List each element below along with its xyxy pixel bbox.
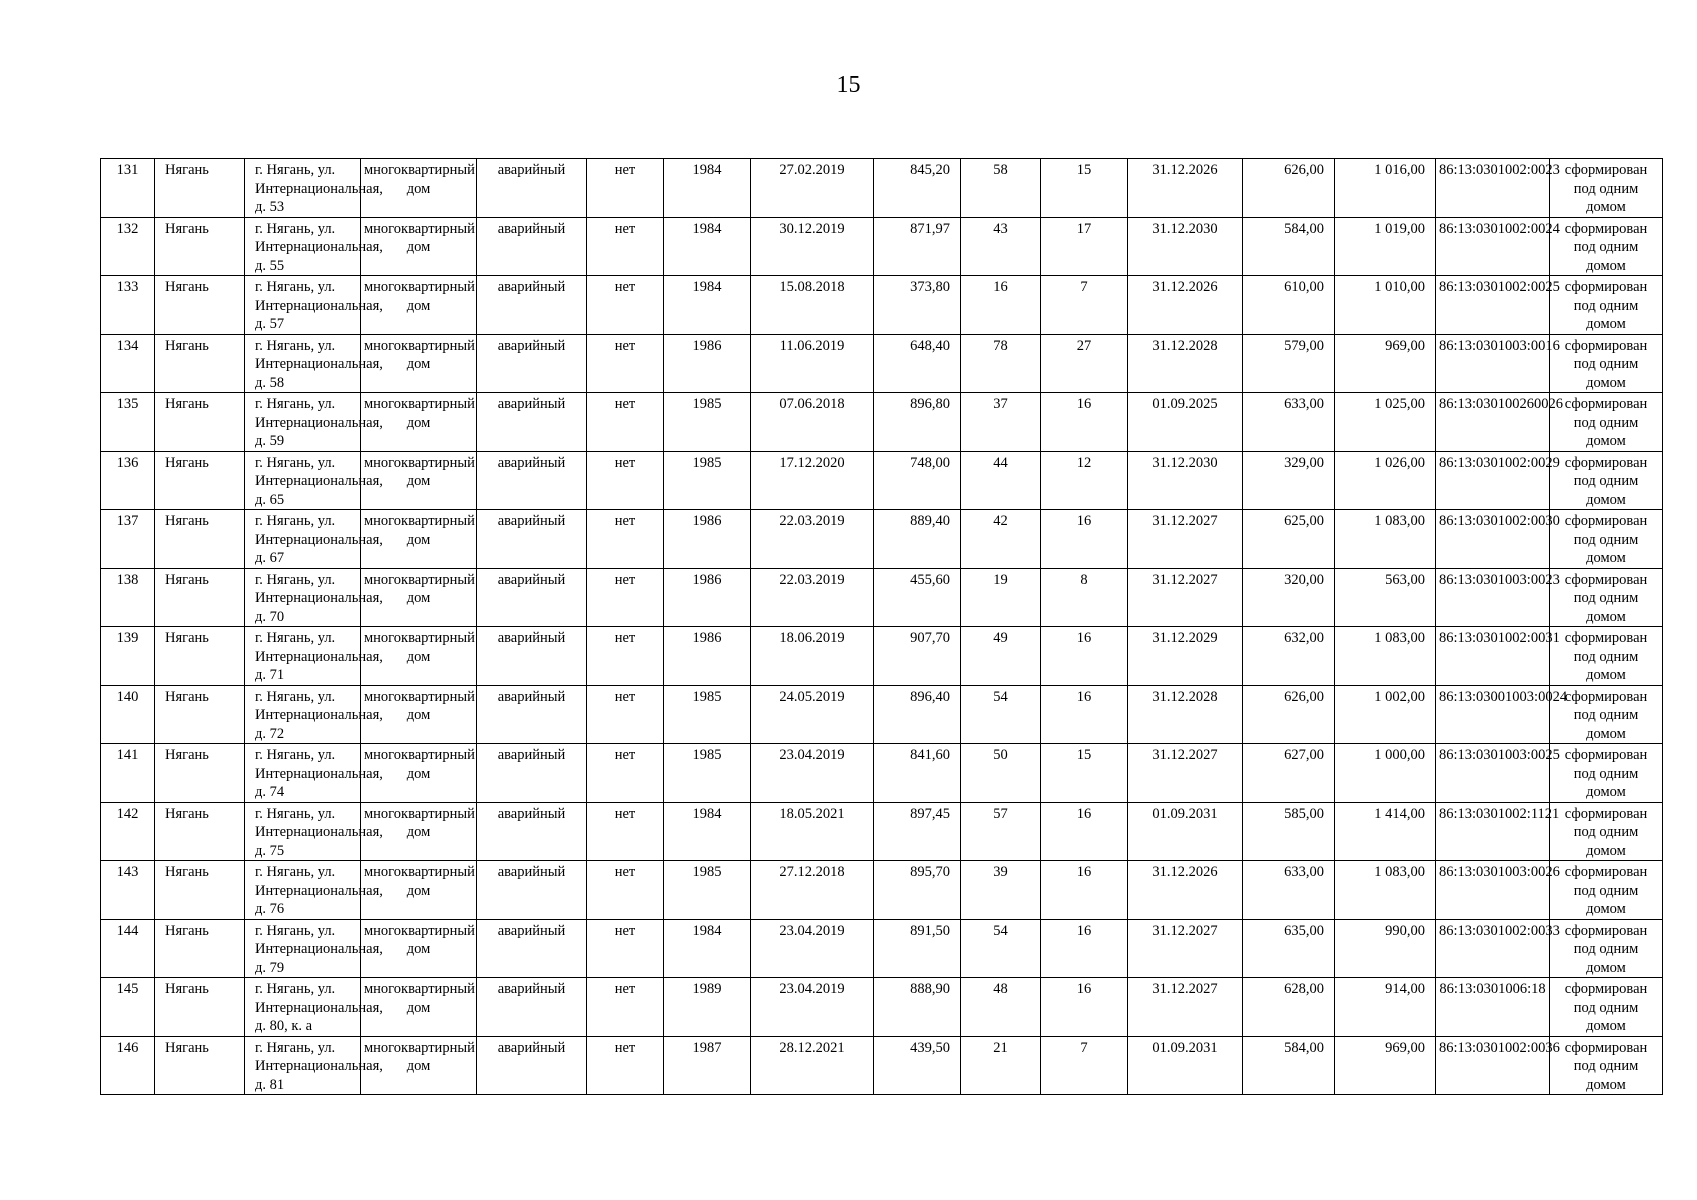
recognition-date-cell: 11.06.2019 bbox=[751, 334, 874, 393]
recognition-date-cell: 18.05.2021 bbox=[751, 802, 874, 861]
relocation-deadline-cell: 31.12.2027 bbox=[1128, 919, 1243, 978]
relocation-deadline-cell: 31.12.2027 bbox=[1128, 744, 1243, 803]
floor-area-cell: 439,50 bbox=[874, 1036, 961, 1095]
apartments-count-cell: 16 bbox=[1041, 802, 1128, 861]
recognition-date-cell: 17.12.2020 bbox=[751, 451, 874, 510]
object-type-cell: многоквартирный дом bbox=[361, 744, 477, 803]
relocation-deadline-cell: 31.12.2026 bbox=[1128, 861, 1243, 920]
land-area-cell: 579,00 bbox=[1243, 334, 1335, 393]
cadastral-number-cell: 86:13:0301002:0031 bbox=[1436, 627, 1550, 686]
planned-area-cell: 969,00 bbox=[1335, 1036, 1436, 1095]
planned-area-cell: 1 010,00 bbox=[1335, 276, 1436, 335]
municipality-cell: Нягань bbox=[155, 334, 245, 393]
year-built-cell: 1986 bbox=[664, 568, 751, 627]
object-type-cell: многоквартирный дом bbox=[361, 159, 477, 218]
object-type-cell: многоквартирный дом bbox=[361, 1036, 477, 1095]
municipality-cell: Нягань bbox=[155, 159, 245, 218]
relocation-deadline-cell: 31.12.2028 bbox=[1128, 334, 1243, 393]
land-status-cell: сформирован под одним домом bbox=[1550, 861, 1663, 920]
planned-area-cell: 914,00 bbox=[1335, 978, 1436, 1037]
land-area-cell: 584,00 bbox=[1243, 217, 1335, 276]
land-area-cell: 628,00 bbox=[1243, 978, 1335, 1037]
residents-count-cell: 43 bbox=[961, 217, 1041, 276]
floor-area-cell: 845,20 bbox=[874, 159, 961, 218]
floor-area-cell: 373,80 bbox=[874, 276, 961, 335]
land-area-cell: 626,00 bbox=[1243, 685, 1335, 744]
municipality-cell: Нягань bbox=[155, 802, 245, 861]
table-row bbox=[101, 919, 1663, 978]
residents-count-cell: 44 bbox=[961, 451, 1041, 510]
housing-registry-table bbox=[100, 158, 1663, 1095]
municipality-cell: Нягань bbox=[155, 744, 245, 803]
row-number-cell: 131 bbox=[101, 159, 155, 218]
residents-count-cell: 54 bbox=[961, 919, 1041, 978]
row-number-cell: 138 bbox=[101, 568, 155, 627]
condition-cell: аварийный bbox=[477, 1036, 587, 1095]
year-built-cell: 1984 bbox=[664, 919, 751, 978]
occupancy-cell: нет bbox=[587, 802, 664, 861]
object-type-cell: многоквартирный дом bbox=[361, 919, 477, 978]
floor-area-cell: 889,40 bbox=[874, 510, 961, 569]
cadastral-number-cell: 86:13:0301002:0033 bbox=[1436, 919, 1550, 978]
object-type-cell: многоквартирный дом bbox=[361, 276, 477, 335]
table-row bbox=[101, 510, 1663, 569]
table-row bbox=[101, 276, 1663, 335]
apartments-count-cell: 17 bbox=[1041, 217, 1128, 276]
municipality-cell: Нягань bbox=[155, 627, 245, 686]
condition-cell: аварийный bbox=[477, 451, 587, 510]
address-cell: г. Нягань, ул. Интернациональная, д. 74 bbox=[245, 744, 361, 803]
table-row bbox=[101, 393, 1663, 452]
relocation-deadline-cell: 01.09.2031 bbox=[1128, 802, 1243, 861]
relocation-deadline-cell: 31.12.2027 bbox=[1128, 510, 1243, 569]
residents-count-cell: 78 bbox=[961, 334, 1041, 393]
object-type-cell: многоквартирный дом bbox=[361, 217, 477, 276]
land-area-cell: 635,00 bbox=[1243, 919, 1335, 978]
apartments-count-cell: 16 bbox=[1041, 393, 1128, 452]
table-row bbox=[101, 978, 1663, 1037]
table-row bbox=[101, 802, 1663, 861]
planned-area-cell: 563,00 bbox=[1335, 568, 1436, 627]
residents-count-cell: 21 bbox=[961, 1036, 1041, 1095]
land-status-cell: сформирован под одним домом bbox=[1550, 334, 1663, 393]
municipality-cell: Нягань bbox=[155, 861, 245, 920]
land-status-cell: сформирован под одним домом bbox=[1550, 802, 1663, 861]
row-number-cell: 146 bbox=[101, 1036, 155, 1095]
apartments-count-cell: 16 bbox=[1041, 685, 1128, 744]
year-built-cell: 1984 bbox=[664, 276, 751, 335]
land-status-cell: сформирован под одним домом bbox=[1550, 451, 1663, 510]
residents-count-cell: 50 bbox=[961, 744, 1041, 803]
occupancy-cell: нет bbox=[587, 510, 664, 569]
row-number-cell: 144 bbox=[101, 919, 155, 978]
floor-area-cell: 748,00 bbox=[874, 451, 961, 510]
apartments-count-cell: 16 bbox=[1041, 510, 1128, 569]
planned-area-cell: 1 083,00 bbox=[1335, 627, 1436, 686]
land-area-cell: 625,00 bbox=[1243, 510, 1335, 569]
apartments-count-cell: 16 bbox=[1041, 919, 1128, 978]
object-type-cell: многоквартирный дом bbox=[361, 510, 477, 569]
row-number-cell: 136 bbox=[101, 451, 155, 510]
apartments-count-cell: 15 bbox=[1041, 159, 1128, 218]
condition-cell: аварийный bbox=[477, 217, 587, 276]
floor-area-cell: 648,40 bbox=[874, 334, 961, 393]
table-row bbox=[101, 217, 1663, 276]
land-status-cell: сформирован под одним домом bbox=[1550, 568, 1663, 627]
floor-area-cell: 897,45 bbox=[874, 802, 961, 861]
condition-cell: аварийный bbox=[477, 978, 587, 1037]
land-status-cell: сформирован под одним домом bbox=[1550, 510, 1663, 569]
occupancy-cell: нет bbox=[587, 861, 664, 920]
land-status-cell: сформирован под одним домом bbox=[1550, 1036, 1663, 1095]
residents-count-cell: 42 bbox=[961, 510, 1041, 569]
land-area-cell: 633,00 bbox=[1243, 861, 1335, 920]
floor-area-cell: 907,70 bbox=[874, 627, 961, 686]
floor-area-cell: 891,50 bbox=[874, 919, 961, 978]
cadastral-number-cell: 86:13:0301006:18 bbox=[1436, 978, 1550, 1037]
land-status-cell: сформирован под одним домом bbox=[1550, 217, 1663, 276]
condition-cell: аварийный bbox=[477, 568, 587, 627]
cadastral-number-cell: 86:13:0301003:0016 bbox=[1436, 334, 1550, 393]
apartments-count-cell: 8 bbox=[1041, 568, 1128, 627]
row-number-cell: 134 bbox=[101, 334, 155, 393]
municipality-cell: Нягань bbox=[155, 510, 245, 569]
row-number-cell: 137 bbox=[101, 510, 155, 569]
land-status-cell: сформирован под одним домом bbox=[1550, 744, 1663, 803]
occupancy-cell: нет bbox=[587, 159, 664, 218]
address-cell: г. Нягань, ул. Интернациональная, д. 57 bbox=[245, 276, 361, 335]
year-built-cell: 1985 bbox=[664, 451, 751, 510]
relocation-deadline-cell: 01.09.2025 bbox=[1128, 393, 1243, 452]
floor-area-cell: 888,90 bbox=[874, 978, 961, 1037]
relocation-deadline-cell: 31.12.2030 bbox=[1128, 451, 1243, 510]
apartments-count-cell: 16 bbox=[1041, 861, 1128, 920]
land-status-cell: сформирован под одним домом bbox=[1550, 919, 1663, 978]
occupancy-cell: нет bbox=[587, 334, 664, 393]
recognition-date-cell: 22.03.2019 bbox=[751, 510, 874, 569]
recognition-date-cell: 28.12.2021 bbox=[751, 1036, 874, 1095]
recognition-date-cell: 15.08.2018 bbox=[751, 276, 874, 335]
year-built-cell: 1986 bbox=[664, 510, 751, 569]
land-status-cell: сформирован под одним домом bbox=[1550, 685, 1663, 744]
occupancy-cell: нет bbox=[587, 217, 664, 276]
condition-cell: аварийный bbox=[477, 334, 587, 393]
apartments-count-cell: 27 bbox=[1041, 334, 1128, 393]
address-cell: г. Нягань, ул. Интернациональная, д. 59 bbox=[245, 393, 361, 452]
row-number-cell: 135 bbox=[101, 393, 155, 452]
land-area-cell: 626,00 bbox=[1243, 159, 1335, 218]
object-type-cell: многоквартирный дом bbox=[361, 393, 477, 452]
address-cell: г. Нягань, ул. Интернациональная, д. 58 bbox=[245, 334, 361, 393]
land-area-cell: 632,00 bbox=[1243, 627, 1335, 686]
cadastral-number-cell: 86:13:0301003:0025 bbox=[1436, 744, 1550, 803]
table-row bbox=[101, 159, 1663, 218]
land-area-cell: 633,00 bbox=[1243, 393, 1335, 452]
year-built-cell: 1984 bbox=[664, 159, 751, 218]
object-type-cell: многоквартирный дом bbox=[361, 627, 477, 686]
planned-area-cell: 1 083,00 bbox=[1335, 861, 1436, 920]
cadastral-number-cell: 86:13:0301002:0036 bbox=[1436, 1036, 1550, 1095]
object-type-cell: многоквартирный дом bbox=[361, 334, 477, 393]
recognition-date-cell: 24.05.2019 bbox=[751, 685, 874, 744]
residents-count-cell: 57 bbox=[961, 802, 1041, 861]
year-built-cell: 1987 bbox=[664, 1036, 751, 1095]
floor-area-cell: 896,40 bbox=[874, 685, 961, 744]
apartments-count-cell: 15 bbox=[1041, 744, 1128, 803]
municipality-cell: Нягань bbox=[155, 393, 245, 452]
recognition-date-cell: 18.06.2019 bbox=[751, 627, 874, 686]
condition-cell: аварийный bbox=[477, 159, 587, 218]
relocation-deadline-cell: 31.12.2026 bbox=[1128, 159, 1243, 218]
table-row bbox=[101, 685, 1663, 744]
floor-area-cell: 895,70 bbox=[874, 861, 961, 920]
cadastral-number-cell: 86:13:0301002:0030 bbox=[1436, 510, 1550, 569]
planned-area-cell: 1 002,00 bbox=[1335, 685, 1436, 744]
cadastral-number-cell: 86:13:0301002:0023 bbox=[1436, 159, 1550, 218]
planned-area-cell: 1 083,00 bbox=[1335, 510, 1436, 569]
residents-count-cell: 48 bbox=[961, 978, 1041, 1037]
address-cell: г. Нягань, ул. Интернациональная, д. 65 bbox=[245, 451, 361, 510]
floor-area-cell: 896,80 bbox=[874, 393, 961, 452]
row-number-cell: 140 bbox=[101, 685, 155, 744]
condition-cell: аварийный bbox=[477, 802, 587, 861]
residents-count-cell: 37 bbox=[961, 393, 1041, 452]
floor-area-cell: 871,97 bbox=[874, 217, 961, 276]
table-row bbox=[101, 334, 1663, 393]
address-cell: г. Нягань, ул. Интернациональная, д. 53 bbox=[245, 159, 361, 218]
cadastral-number-cell: 86:13:0301002:0029 bbox=[1436, 451, 1550, 510]
condition-cell: аварийный bbox=[477, 276, 587, 335]
table-row bbox=[101, 744, 1663, 803]
planned-area-cell: 1 019,00 bbox=[1335, 217, 1436, 276]
land-area-cell: 585,00 bbox=[1243, 802, 1335, 861]
occupancy-cell: нет bbox=[587, 568, 664, 627]
year-built-cell: 1984 bbox=[664, 802, 751, 861]
year-built-cell: 1984 bbox=[664, 217, 751, 276]
apartments-count-cell: 7 bbox=[1041, 276, 1128, 335]
occupancy-cell: нет bbox=[587, 627, 664, 686]
land-status-cell: сформирован под одним домом bbox=[1550, 276, 1663, 335]
planned-area-cell: 1 000,00 bbox=[1335, 744, 1436, 803]
object-type-cell: многоквартирный дом bbox=[361, 685, 477, 744]
residents-count-cell: 58 bbox=[961, 159, 1041, 218]
address-cell: г. Нягань, ул. Интернациональная, д. 79 bbox=[245, 919, 361, 978]
condition-cell: аварийный bbox=[477, 861, 587, 920]
condition-cell: аварийный bbox=[477, 919, 587, 978]
object-type-cell: многоквартирный дом bbox=[361, 978, 477, 1037]
row-number-cell: 141 bbox=[101, 744, 155, 803]
recognition-date-cell: 27.12.2018 bbox=[751, 861, 874, 920]
address-cell: г. Нягань, ул. Интернациональная, д. 55 bbox=[245, 217, 361, 276]
year-built-cell: 1985 bbox=[664, 685, 751, 744]
address-cell: г. Нягань, ул. Интернациональная, д. 81 bbox=[245, 1036, 361, 1095]
table-row bbox=[101, 861, 1663, 920]
occupancy-cell: нет bbox=[587, 1036, 664, 1095]
row-number-cell: 143 bbox=[101, 861, 155, 920]
year-built-cell: 1985 bbox=[664, 393, 751, 452]
occupancy-cell: нет bbox=[587, 451, 664, 510]
land-status-cell: сформирован под одним домом bbox=[1550, 627, 1663, 686]
cadastral-number-cell: 86:13:030100260026 bbox=[1436, 393, 1550, 452]
apartments-count-cell: 7 bbox=[1041, 1036, 1128, 1095]
relocation-deadline-cell: 31.12.2028 bbox=[1128, 685, 1243, 744]
year-built-cell: 1985 bbox=[664, 861, 751, 920]
occupancy-cell: нет bbox=[587, 919, 664, 978]
municipality-cell: Нягань bbox=[155, 685, 245, 744]
floor-area-cell: 455,60 bbox=[874, 568, 961, 627]
municipality-cell: Нягань bbox=[155, 451, 245, 510]
occupancy-cell: нет bbox=[587, 393, 664, 452]
land-area-cell: 329,00 bbox=[1243, 451, 1335, 510]
recognition-date-cell: 27.02.2019 bbox=[751, 159, 874, 218]
residents-count-cell: 54 bbox=[961, 685, 1041, 744]
municipality-cell: Нягань bbox=[155, 978, 245, 1037]
table-row bbox=[101, 568, 1663, 627]
cadastral-number-cell: 86:13:0301002:1121 bbox=[1436, 802, 1550, 861]
residents-count-cell: 19 bbox=[961, 568, 1041, 627]
object-type-cell: многоквартирный дом bbox=[361, 861, 477, 920]
apartments-count-cell: 12 bbox=[1041, 451, 1128, 510]
occupancy-cell: нет bbox=[587, 685, 664, 744]
relocation-deadline-cell: 31.12.2030 bbox=[1128, 217, 1243, 276]
recognition-date-cell: 07.06.2018 bbox=[751, 393, 874, 452]
condition-cell: аварийный bbox=[477, 627, 587, 686]
table-row bbox=[101, 1036, 1663, 1095]
row-number-cell: 142 bbox=[101, 802, 155, 861]
recognition-date-cell: 23.04.2019 bbox=[751, 978, 874, 1037]
apartments-count-cell: 16 bbox=[1041, 627, 1128, 686]
municipality-cell: Нягань bbox=[155, 276, 245, 335]
relocation-deadline-cell: 01.09.2031 bbox=[1128, 1036, 1243, 1095]
year-built-cell: 1986 bbox=[664, 334, 751, 393]
condition-cell: аварийный bbox=[477, 393, 587, 452]
address-cell: г. Нягань, ул. Интернациональная, д. 75 bbox=[245, 802, 361, 861]
object-type-cell: многоквартирный дом bbox=[361, 451, 477, 510]
address-cell: г. Нягань, ул. Интернациональная, д. 76 bbox=[245, 861, 361, 920]
apartments-count-cell: 16 bbox=[1041, 978, 1128, 1037]
address-cell: г. Нягань, ул. Интернациональная, д. 71 bbox=[245, 627, 361, 686]
planned-area-cell: 1 025,00 bbox=[1335, 393, 1436, 452]
cadastral-number-cell: 86:13:03001003:0024 bbox=[1436, 685, 1550, 744]
table-row bbox=[101, 627, 1663, 686]
land-status-cell: сформирован под одним домом bbox=[1550, 393, 1663, 452]
row-number-cell: 139 bbox=[101, 627, 155, 686]
recognition-date-cell: 22.03.2019 bbox=[751, 568, 874, 627]
address-cell: г. Нягань, ул. Интернациональная, д. 80, к. а bbox=[245, 978, 361, 1037]
relocation-deadline-cell: 31.12.2029 bbox=[1128, 627, 1243, 686]
cadastral-number-cell: 86:13:0301002:0025 bbox=[1436, 276, 1550, 335]
municipality-cell: Нягань bbox=[155, 919, 245, 978]
relocation-deadline-cell: 31.12.2026 bbox=[1128, 276, 1243, 335]
year-built-cell: 1985 bbox=[664, 744, 751, 803]
row-number-cell: 132 bbox=[101, 217, 155, 276]
table-row bbox=[101, 451, 1663, 510]
residents-count-cell: 16 bbox=[961, 276, 1041, 335]
address-cell: г. Нягань, ул. Интернациональная, д. 72 bbox=[245, 685, 361, 744]
occupancy-cell: нет bbox=[587, 276, 664, 335]
table-body bbox=[101, 159, 1663, 1095]
occupancy-cell: нет bbox=[587, 744, 664, 803]
planned-area-cell: 1 414,00 bbox=[1335, 802, 1436, 861]
condition-cell: аварийный bbox=[477, 744, 587, 803]
address-cell: г. Нягань, ул. Интернациональная, д. 67 bbox=[245, 510, 361, 569]
cadastral-number-cell: 86:13:0301002:0024 bbox=[1436, 217, 1550, 276]
cadastral-number-cell: 86:13:0301003:0026 bbox=[1436, 861, 1550, 920]
land-area-cell: 584,00 bbox=[1243, 1036, 1335, 1095]
planned-area-cell: 969,00 bbox=[1335, 334, 1436, 393]
recognition-date-cell: 30.12.2019 bbox=[751, 217, 874, 276]
land-area-cell: 320,00 bbox=[1243, 568, 1335, 627]
object-type-cell: многоквартирный дом bbox=[361, 802, 477, 861]
planned-area-cell: 1 016,00 bbox=[1335, 159, 1436, 218]
municipality-cell: Нягань bbox=[155, 217, 245, 276]
land-status-cell: сформирован под одним домом bbox=[1550, 978, 1663, 1037]
land-area-cell: 610,00 bbox=[1243, 276, 1335, 335]
recognition-date-cell: 23.04.2019 bbox=[751, 919, 874, 978]
municipality-cell: Нягань bbox=[155, 1036, 245, 1095]
relocation-deadline-cell: 31.12.2027 bbox=[1128, 978, 1243, 1037]
occupancy-cell: нет bbox=[587, 978, 664, 1037]
recognition-date-cell: 23.04.2019 bbox=[751, 744, 874, 803]
floor-area-cell: 841,60 bbox=[874, 744, 961, 803]
row-number-cell: 145 bbox=[101, 978, 155, 1037]
planned-area-cell: 1 026,00 bbox=[1335, 451, 1436, 510]
object-type-cell: многоквартирный дом bbox=[361, 568, 477, 627]
page-number: 15 bbox=[836, 72, 861, 98]
condition-cell: аварийный bbox=[477, 685, 587, 744]
relocation-deadline-cell: 31.12.2027 bbox=[1128, 568, 1243, 627]
municipality-cell: Нягань bbox=[155, 568, 245, 627]
residents-count-cell: 49 bbox=[961, 627, 1041, 686]
year-built-cell: 1989 bbox=[664, 978, 751, 1037]
cadastral-number-cell: 86:13:0301003:0023 bbox=[1436, 568, 1550, 627]
condition-cell: аварийный bbox=[477, 510, 587, 569]
land-area-cell: 627,00 bbox=[1243, 744, 1335, 803]
year-built-cell: 1986 bbox=[664, 627, 751, 686]
row-number-cell: 133 bbox=[101, 276, 155, 335]
planned-area-cell: 990,00 bbox=[1335, 919, 1436, 978]
land-status-cell: сформирован под одним домом bbox=[1550, 159, 1663, 218]
residents-count-cell: 39 bbox=[961, 861, 1041, 920]
address-cell: г. Нягань, ул. Интернациональная, д. 70 bbox=[245, 568, 361, 627]
